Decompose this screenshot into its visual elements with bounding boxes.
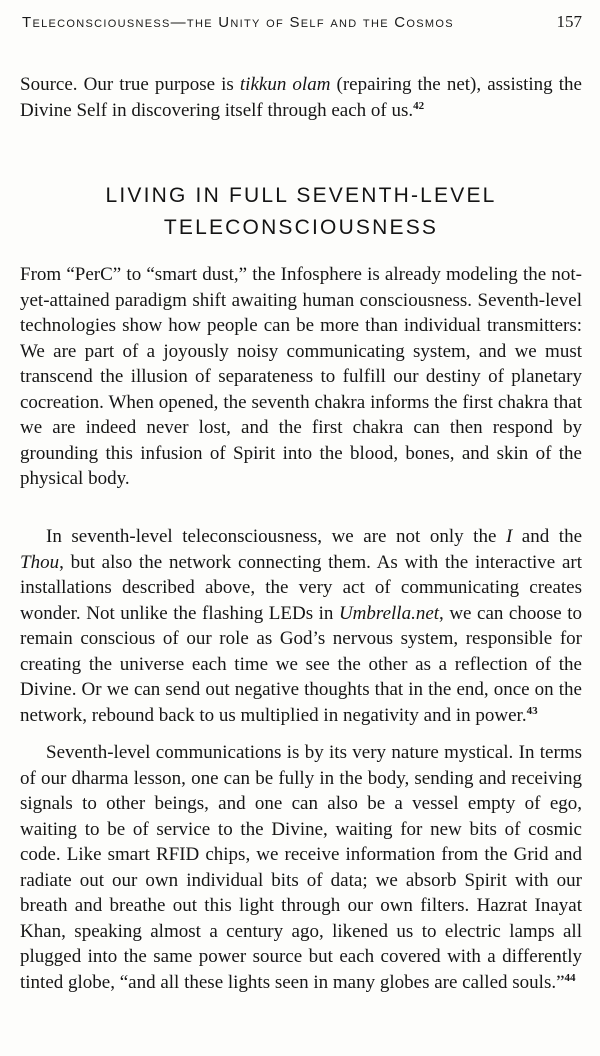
continued-paragraph — [20, 72, 582, 123]
paragraph-2-text-4: , we can choose to remain conscious of our role as God’s nervous system, responsible for creating the universe each time we see the other as a reflection of the Divine. Or we can send out negative thoughts that in the end, once on the network, rebound back to us multiplied in negativity and in power. — [20, 602, 582, 726]
footnote-ref-44: 44 — [564, 971, 576, 984]
page-number: 157 — [556, 12, 582, 31]
paragraph-1-text: From “PerC” to “smart dust,” the Infosphere is already modeling the not-yet-attained paradigm shift awaiting human consciousness. Seventh-level technologies show how people can be more than individual transmitters: We are part of a joyously noisy communicating system, and we must transcend the illusion of separateness to fulfill our destiny of planetary cocreation. When opened, the seventh chakra informs the first chakra that we are indeed never lost, and the first chakra can then respond by grounding this infusion of Spirit into the blood, bones, and skin of the physical body. — [20, 264, 582, 489]
italic-term-tikkun-olam: tikkun olam — [239, 74, 331, 95]
continued-text-start: Source. Our true purpose is — [20, 74, 240, 95]
running-head-title: Teleconsciousness—the Unity of Self and the Cosmos — [22, 14, 454, 31]
paragraph-2-text-1: In seventh-level teleconsciousness, we are not only the — [46, 526, 506, 547]
running-head — [22, 12, 582, 42]
paragraph-3-text: Seventh-level communications is by its very nature mystical. In terms of our dharma lesson, one can be fully in the body, sending and receiving signals to other beings, and one can also be a vessel empty of ego, waiting to be of service to the Divine, waiting for new bits of cosmic code. Like smart RFID chips, we receive information from the Grid and radiate out our own individual bits of data; we absorb Spirit with our breath and breathe out this light through our own filters. Hazrat Inayat Khan, speaking almost a century ago, likened us to electric lamps all plugged into the same power source but each covered with a differently tinted globe, “and all these lights seen in many globes are called souls.” — [20, 742, 582, 993]
section-heading-line-1: LIVING IN FULL SEVENTH-LEVEL — [105, 184, 497, 207]
paragraph-2 — [20, 524, 582, 728]
section-heading — [20, 180, 582, 244]
paragraph-2-text-3: , but also the network connecting them. As with the interactive art installations described above, the very act of communicating creates wonder. Not unlike the flashing LEDs in — [20, 551, 582, 624]
paragraph-2-text-2: and the — [512, 526, 583, 547]
italic-thou: Thou — [20, 551, 60, 573]
section-heading-line-2: TELECONSCIOUSNESS — [163, 216, 439, 239]
footnote-ref-42: 42 — [413, 99, 425, 112]
paragraph-1 — [20, 262, 582, 492]
italic-i: I — [505, 526, 513, 547]
continued-text-end: (repairing the net), assisting the Divine Self in discovering itself through each of us. — [20, 74, 582, 121]
footnote-ref-43: 43 — [526, 704, 538, 717]
paragraph-3 — [20, 740, 582, 995]
italic-umbrella-net: Umbrella.net — [338, 602, 440, 624]
